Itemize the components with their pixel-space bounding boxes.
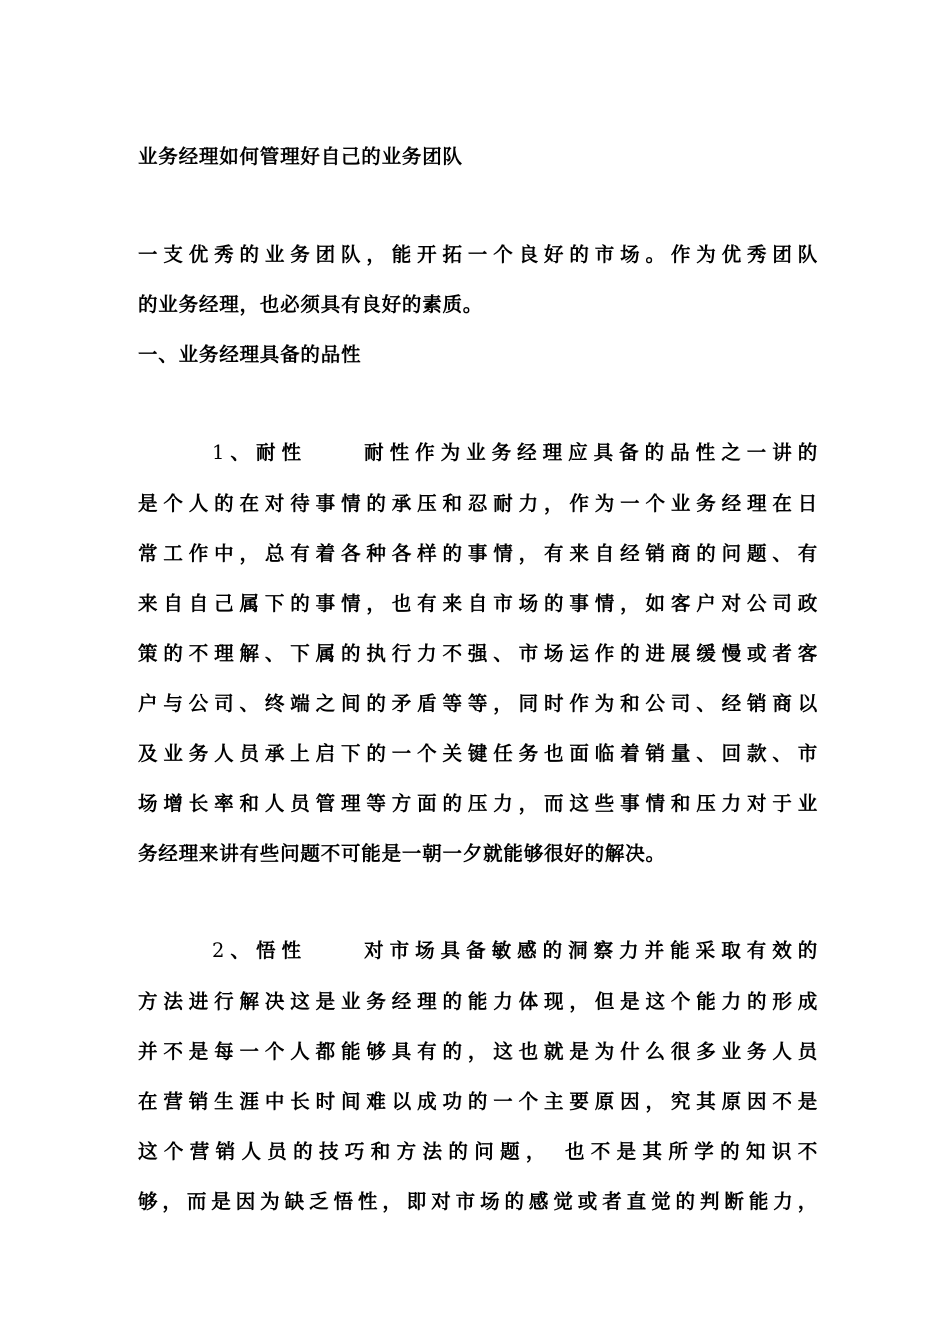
item1-number: 1	[212, 441, 226, 464]
item1-name: 耐性	[255, 441, 307, 464]
item2-name: 悟性	[255, 939, 307, 962]
item1-line: 策的不理解、下属的执行力不强、市场运作的进展缓慢或者客	[138, 642, 818, 665]
item1-line: 来自自己属下的事情，也有来自市场的事情，如客户对公司政	[138, 592, 818, 615]
item2-first-text: 对市场具备敏感的洞察力并能采取有效的	[358, 939, 818, 962]
item1-line: 户与公司、终端之间的矛盾等等，同时作为和公司、经销商以	[138, 692, 818, 715]
item2-line: 在营销生涯中长时间难以成功的一个主要原因，究其原因不是	[138, 1090, 818, 1113]
item2-line: 并不是每一个人都能够具有的，这也就是为什么很多业务人员	[138, 1040, 818, 1063]
item2-line: 这个营销人员的技巧和方法的问题， 也不是其所学的知识不	[138, 1140, 818, 1163]
item2-line: 方法进行解决这是业务经理的能力体现，但是这个能力的形成	[138, 990, 818, 1013]
intro-line: 一支优秀的业务团队，能开拓一个良好的市场。作为优秀团队	[138, 243, 818, 266]
intro-line: 的业务经理，也必须具有良好的素质。	[138, 293, 484, 316]
section-heading: 一、业务经理具备的品性	[138, 343, 362, 366]
item1-line: 及业务人员承上启下的一个关键任务也面临着销量、回款、市	[138, 742, 818, 765]
item1-line: 是个人的在对待事情的承压和忍耐力，作为一个业务经理在日	[138, 492, 818, 515]
item1-line: 务经理来讲有些问题不可能是一朝一夕就能够很好的解决。	[138, 842, 666, 865]
item1-separator: 、	[225, 441, 256, 464]
item1-first-line	[212, 439, 818, 467]
item2-number: 2	[212, 939, 226, 962]
item1-line: 常工作中，总有着各种各样的事情，有来自经销商的问题、有	[138, 542, 818, 565]
item1-first-text: 耐性作为业务经理应具备的品性之一讲的	[358, 441, 818, 464]
document-title: 业务经理如何管理好自己的业务团队	[138, 145, 463, 168]
item2-line: 够，而是因为缺乏悟性，即对市场的感觉或者直觉的判断能力，	[138, 1190, 818, 1213]
item2-separator: 、	[225, 939, 256, 962]
item2-first-line	[212, 937, 818, 965]
item1-line: 场增长率和人员管理等方面的压力，而这些事情和压力对于业	[138, 792, 818, 815]
